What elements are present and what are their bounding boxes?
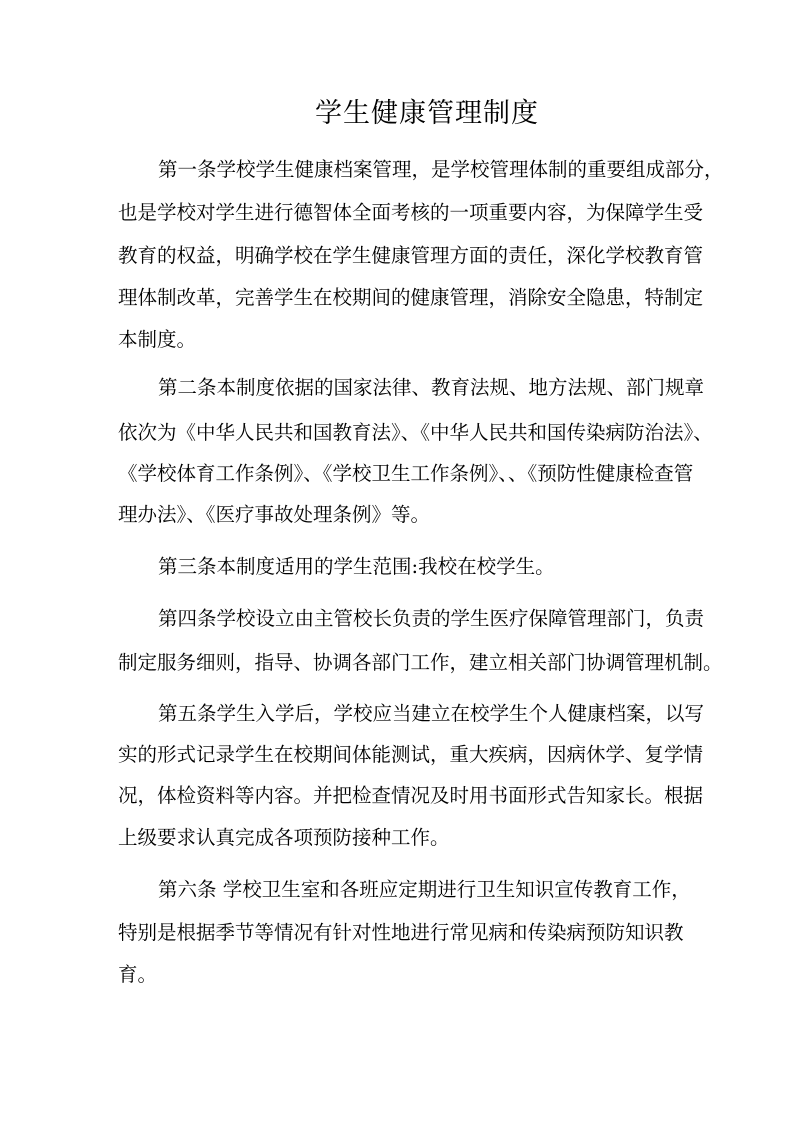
article-2-line-2: 依次为《中华人民共和国教育法》、《中华人民共和国传染病防治法》、 — [118, 421, 713, 444]
article-3-line-1: 第三条本制度适用的学生范围:我校在校学生。 — [158, 555, 555, 578]
article-5-line-1: 第五条学生入学后，学校应当建立在校学生个人健康档案，以写 — [158, 702, 705, 725]
article-1-line-4: 理体制改革，完善学生在校期间的健康管理，消除安全隐患，特制定 — [118, 286, 704, 309]
article-4-line-2: 制定服务细则，指导、协调各部门工作，建立相关部门协调管理机制。 — [118, 651, 723, 674]
article-1-line-3: 教育的权益，明确学校在学生健康管理方面的责任，深化学校教育管 — [118, 244, 704, 267]
article-6-line-1: 第六条 学校卫生室和各班应定期进行卫生知识宣传教育工作， — [158, 878, 691, 901]
article-1-line-1: 第一条学校学生健康档案管理，是学校管理体制的重要组成部分， — [158, 158, 724, 181]
article-5-line-3: 况，体检资料等内容。并把检查情况及时用书面形式告知家长。根据 — [118, 784, 704, 807]
document-title: 学生健康管理制度 — [315, 98, 539, 129]
article-2-line-3: 《学校体育工作条例》、《学校卫生工作条例》、、《预防性健康检查管 — [118, 462, 694, 485]
article-6-line-2: 特别是根据季节等情况有针对性地进行常见病和传染病预防知识教 — [118, 921, 684, 944]
article-2-line-4: 理办法》、《医疗事故处理条例》等。 — [118, 503, 431, 526]
article-5-line-2: 实的形式记录学生在校期间体能测试，重大疾病，因病休学、复学情 — [118, 743, 704, 766]
article-4-line-1: 第四条学校设立由主管校长负责的学生医疗保障管理部门，负责 — [158, 607, 705, 630]
article-1-line-5: 本制度。 — [118, 328, 197, 351]
article-1-line-2: 也是学校对学生进行德智体全面考核的一项重要内容，为保障学生受 — [118, 201, 704, 224]
article-6-line-3: 育。 — [118, 963, 158, 986]
article-2-line-1: 第二条本制度依据的国家法律、教育法规、地方法规、部门规章 — [158, 376, 705, 399]
article-5-line-4: 上级要求认真完成各项预防接种工作。 — [118, 826, 450, 849]
